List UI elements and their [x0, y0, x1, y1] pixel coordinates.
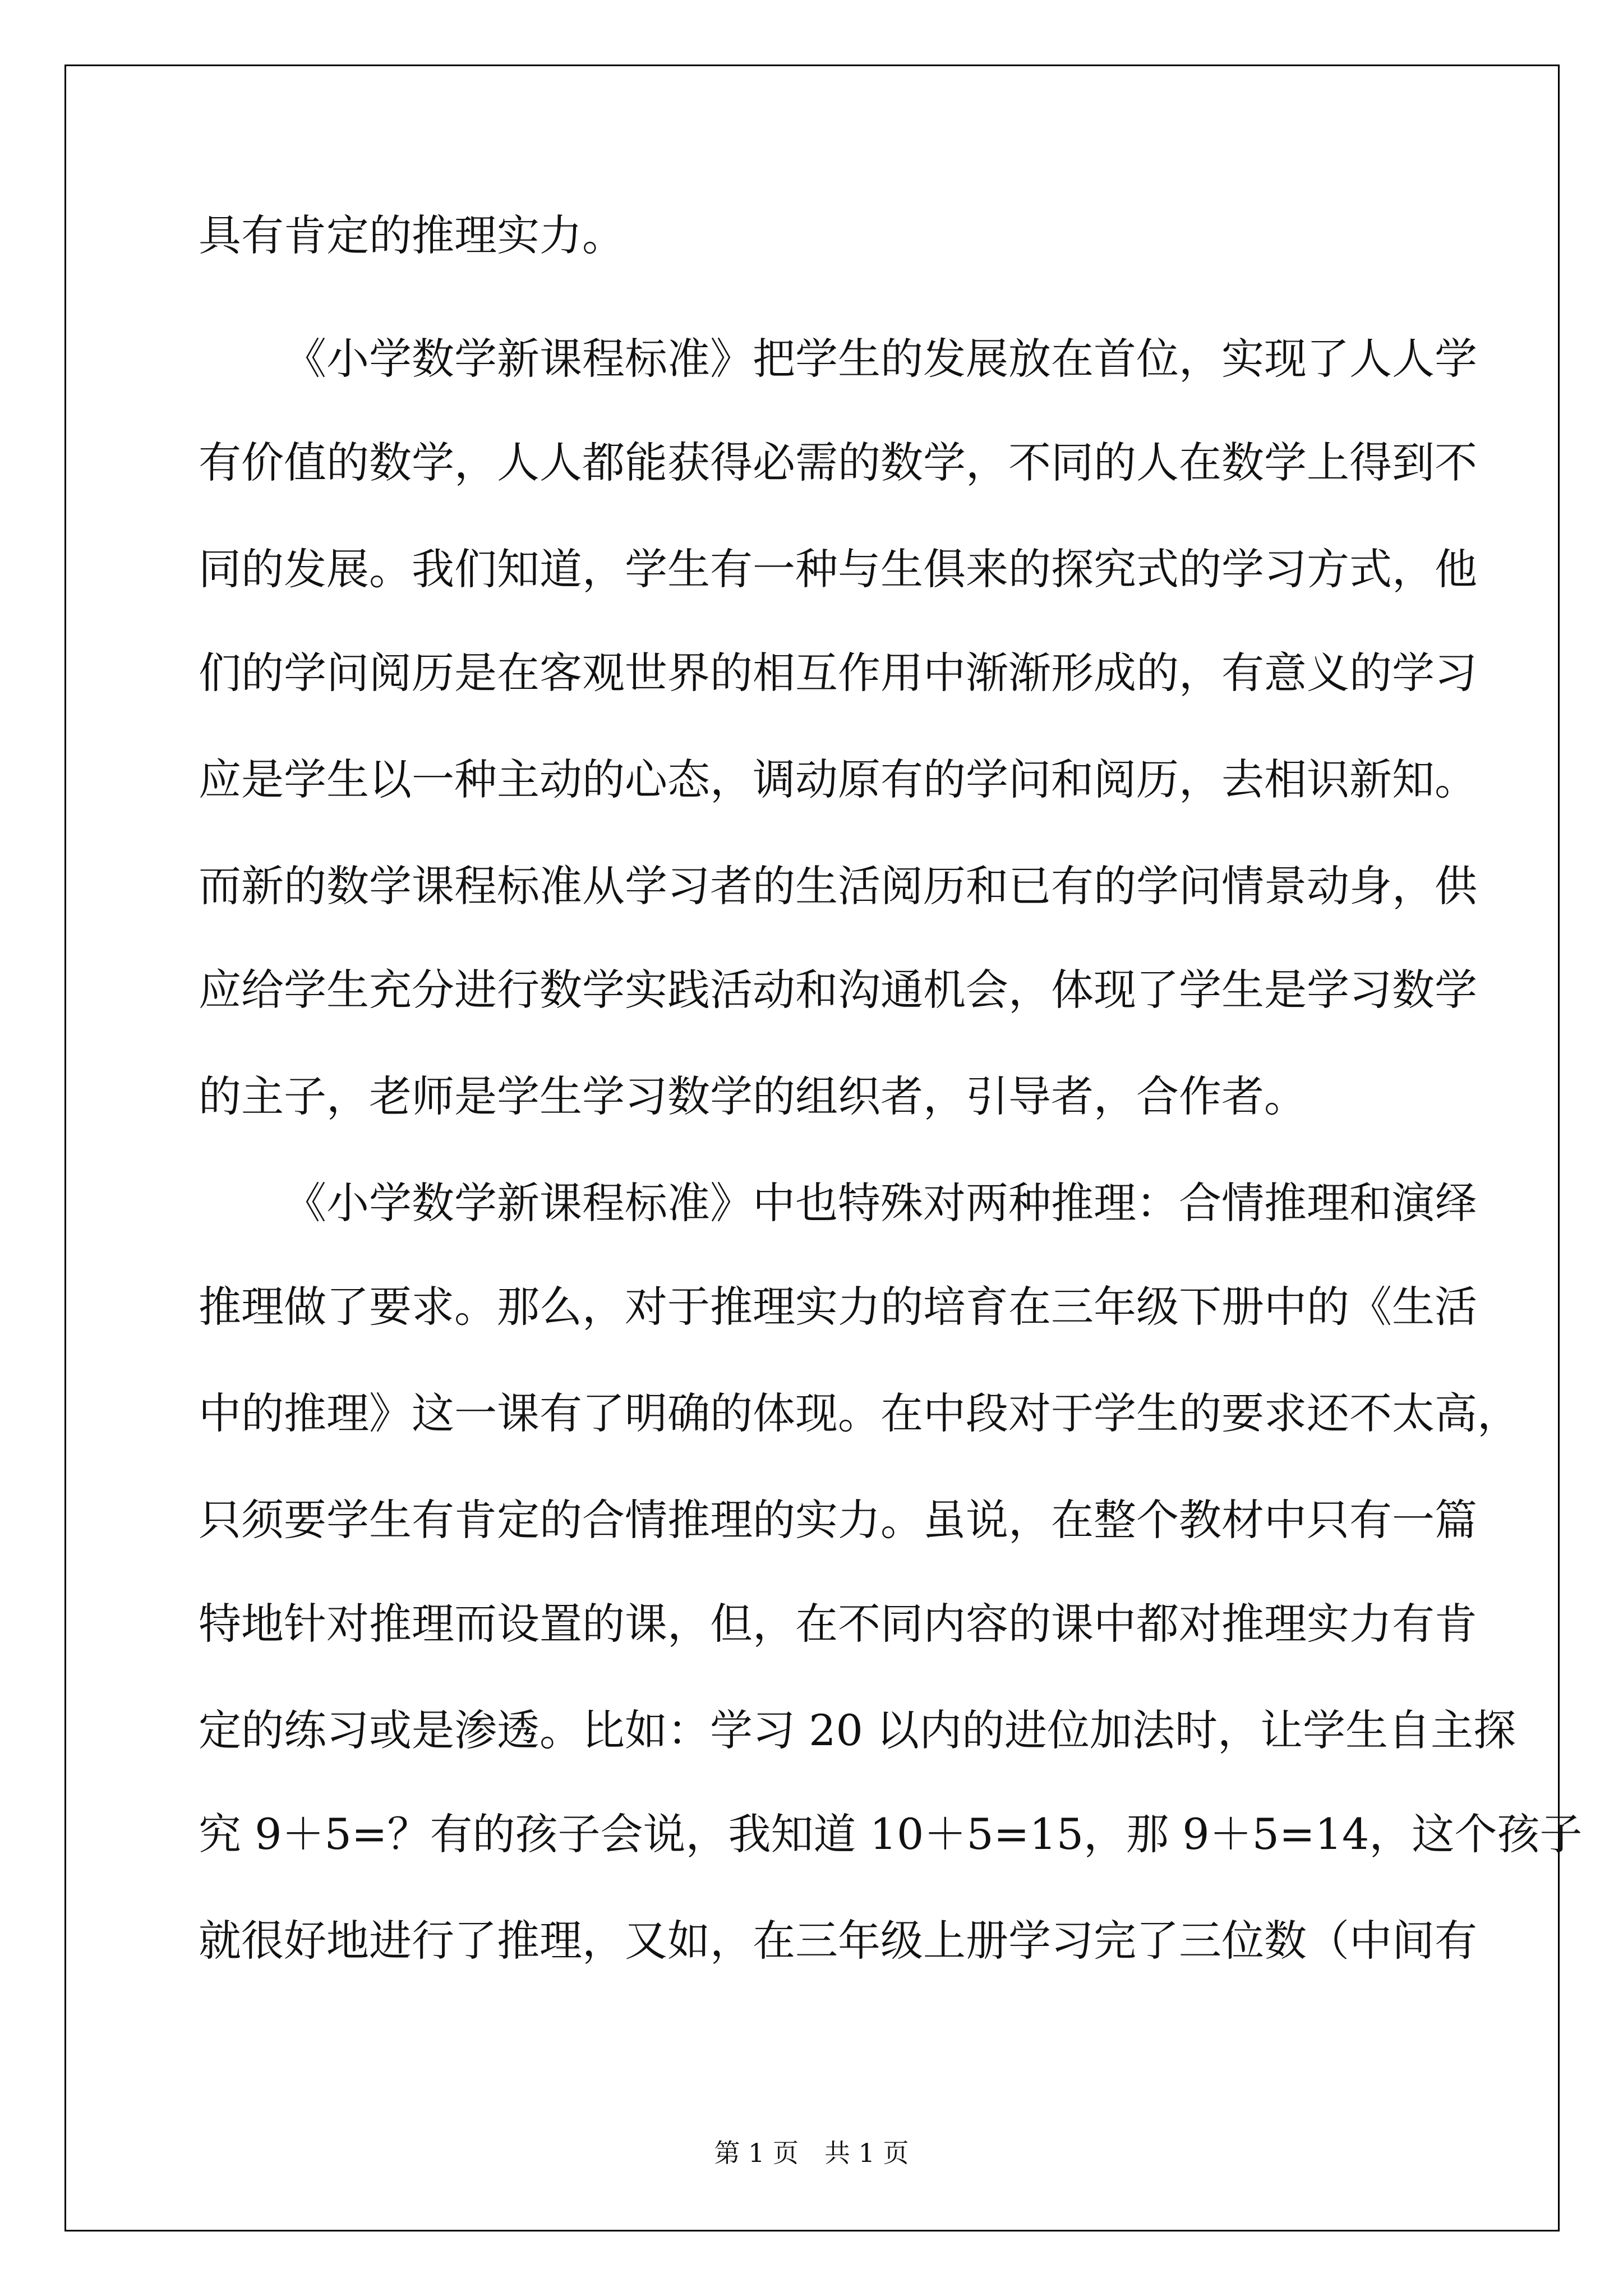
text-line: 《小学数学新课程标准》中也特殊对两种推理：合情推理和演绎	[284, 1178, 1477, 1228]
text-line: 具有肯定的推理实力。	[199, 210, 625, 260]
text-line: 应是学生以一种主动的心态，调动原有的学问和阅历，去相识新知。	[199, 754, 1477, 804]
page-footer: 第 1 页 共 1 页	[714, 2138, 909, 2168]
text-line: 应给学生充分进行数学实践活动和沟通机会，体现了学生是学习数学	[199, 965, 1477, 1015]
page-border	[64, 65, 1583, 2231]
text-line: 同的发展。我们知道，学生有一种与生俱来的探究式的学习方式，他	[199, 544, 1477, 594]
text-line: 只须要学生有肯定的合情推理的实力。虽说，在整个教材中只有一篇	[199, 1495, 1477, 1545]
text-line: 就很好地进行了推理，又如，在三年级上册学习完了三位数（中间有	[199, 1916, 1477, 1966]
text-line: 定的练习或是渗透。比如：学习 20 以内的进位加法时，让学生自主探	[199, 1705, 1516, 1755]
text-line: 中的推理》这一课有了明确的体现。在中段对于学生的要求还不太高，	[199, 1388, 1520, 1438]
text-line: 有价值的数学，人人都能获得必需的数学，不同的人在数学上得到不	[199, 438, 1477, 487]
text-line: 们的学问阅历是在客观世界的相互作用中渐渐形成的，有意义的学习	[199, 648, 1477, 698]
text-line: 究 9＋5=？有的孩子会说，我知道 10＋5=15，那 9＋5=14，这个孩子	[199, 1809, 1583, 1859]
text-line: 特地针对推理而设置的课，但，在不同内容的课中都对推理实力有肯	[199, 1599, 1477, 1649]
text-line: 而新的数学课程标准从学习者的生活阅历和已有的学问情景动身，供	[199, 861, 1477, 911]
text-line: 推理做了要求。那么，对于推理实力的培育在三年级下册中的《生活	[199, 1282, 1477, 1332]
text-line: 《小学数学新课程标准》把学生的发展放在首位，实现了人人学	[284, 334, 1477, 384]
text-line: 的主子，老师是学生学习数学的组织者，引导者，合作者。	[199, 1071, 1307, 1121]
